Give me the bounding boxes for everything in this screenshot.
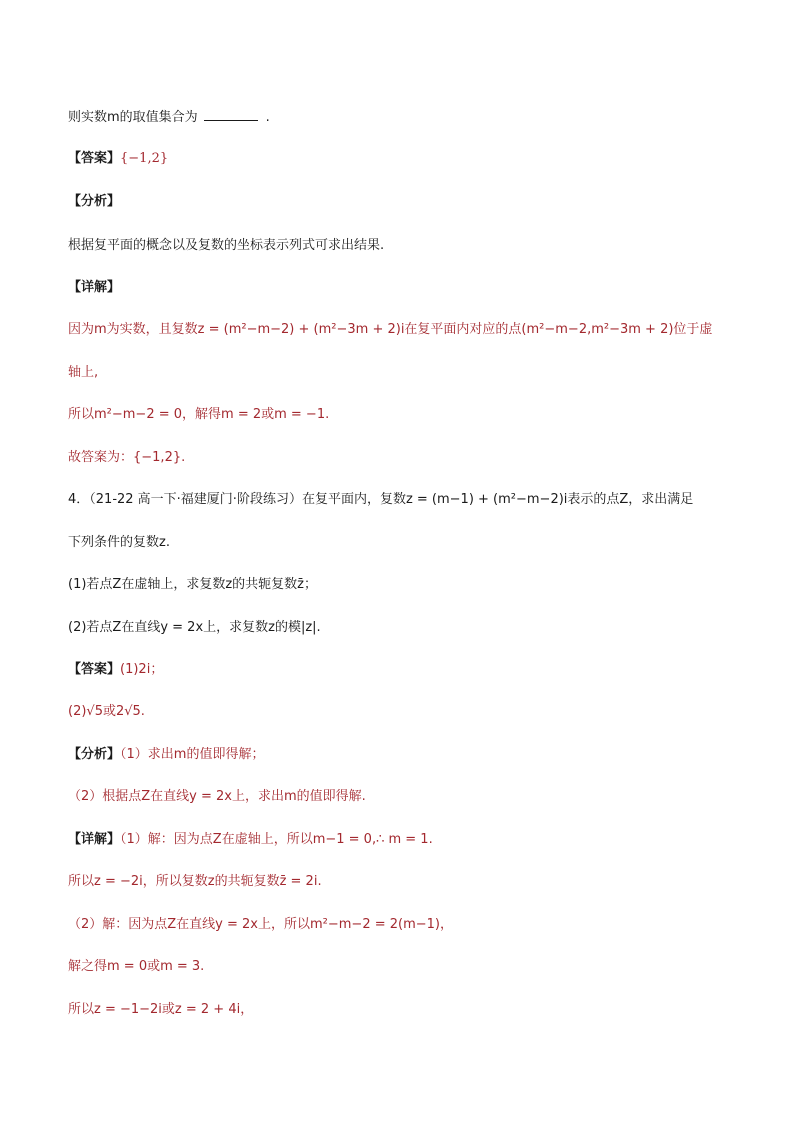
q3-detail-line3: 所以m²−m−2 = 0，解得m = 2或m = −1. [68,407,330,422]
q3-detail-line2: 轴上, [68,365,99,380]
q4-answer-line1 [68,661,738,679]
q3-answer-value: {−1,2} [120,151,169,166]
answer-tag: 【答案】 [68,151,121,166]
q4-detail4: 解之得m = 0或m = 3. [68,959,205,974]
q4-detail-line1 [68,831,738,849]
q4-stem-line1: 4．（21-22 高一下·福建厦门·阶段练习）在复平面内，复数z = (m−1) + (m²−m−2)i表示的点Z，求出满足 [68,492,694,507]
q3-detail-line1: 因为m为实数，且复数z = (m²−m−2) + (m²−3m + 2)i在复平面内对应的点(m²−m−2,m²−3m + 2)位于虚 [68,322,713,337]
q4-part1: (1)若点Z在虚轴上，求复数z的共轭复数z̄； [68,577,317,592]
q4-detail1: （1）解：因为点Z在虚轴上，所以m−1 = 0,∴ m = 1. [120,832,433,847]
answer-tag: 【答案】 [68,662,121,677]
q4-detail5: 所以z = −1−2i或z = 2 + 4i， [68,1002,254,1017]
q3-stem-end: . [265,110,270,125]
q4-analysis-line1 [68,746,738,764]
q3-detail-tag: 【详解】 [68,280,121,295]
q4-stem-line2: 下列条件的复数z. [68,535,170,550]
q3-analysis-tag: 【分析】 [68,194,121,209]
q3-stem-text: 则实数m的取值集合为 [68,110,198,125]
analysis-tag: 【分析】 [68,747,121,762]
answer-blank [204,108,258,121]
q4-answer1: (1)2i； [120,662,164,677]
q3-conclusion: 故答案为：{−1,2}. [68,450,186,465]
q3-stem-tail [68,108,738,127]
q4-detail2: 所以z = −2i，所以复数z的共轭复数z̄ = 2i. [68,874,322,889]
detail-tag: 【详解】 [68,832,121,847]
q4-analysis2: （2）根据点Z在直线y = 2x上，求出m的值即得解. [68,789,366,804]
q4-answer2: (2)√5或2√5. [68,704,145,719]
q3-answer-line [68,150,738,168]
q4-part2: (2)若点Z在直线y = 2x上，求复数z的模|z|. [68,620,321,635]
q3-analysis-text: 根据复平面的概念以及复数的坐标表示列式可求出结果. [68,238,385,253]
q4-analysis1: （1）求出m的值即得解； [120,747,265,762]
q4-detail3: （2）解：因为点Z在直线y = 2x上，所以m²−m−2 = 2(m−1)， [68,917,453,932]
